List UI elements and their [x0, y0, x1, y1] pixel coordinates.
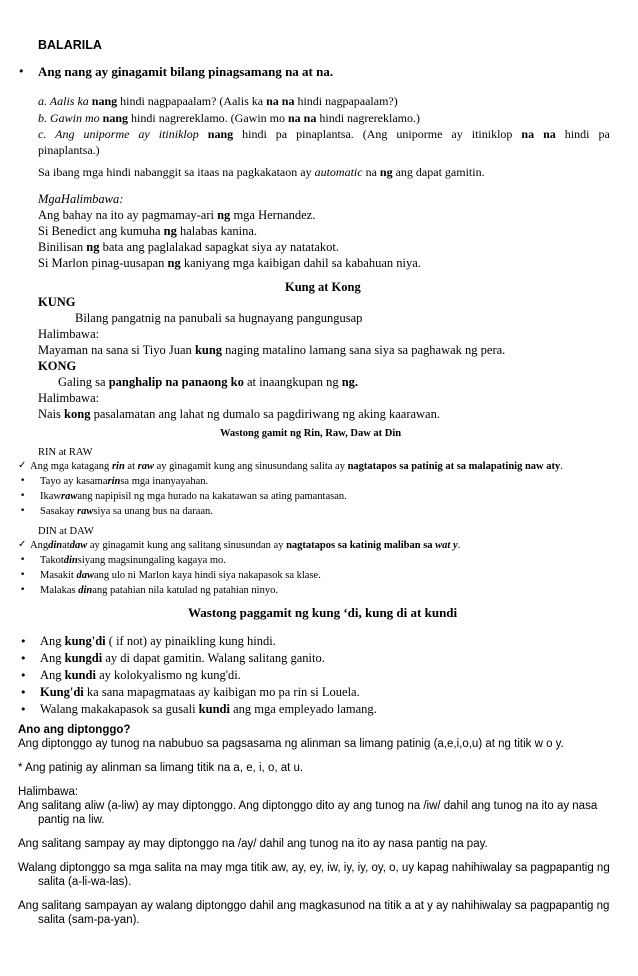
bullet-icon: •	[20, 476, 26, 486]
halimbawa-label: MgaHalimbawa:	[38, 192, 124, 206]
diptonggo-p4-line1: Ang salitang sampayan ay walang diptonggo dahil ang magkasunod na titik a at y ay nahihiwalay sa pagpapantig ng	[18, 900, 610, 912]
din-daw-item-3: Malakas dinang patahian nila katulad ng patahian ninyo.	[40, 585, 278, 596]
bullet-icon: •	[20, 635, 27, 648]
kong-halimbawa: Halimbawa:	[38, 391, 100, 405]
diptonggo-definition: Ang diptonggo ay tunog na nabubuo sa pagsasama ng alinman sa limang patinig (a,e,i,o,u) at ng titik w o y.	[18, 738, 564, 750]
bullet-icon: •	[20, 686, 27, 699]
din-daw-item-1: Takotdinsiyang magsinungaling kagaya mo.	[40, 555, 226, 566]
diptonggo-p4-line2: salita (sam-pa-yan).	[38, 914, 140, 926]
section-title-balarila: BALARILA	[38, 38, 102, 52]
bullet-icon: •	[20, 652, 27, 665]
rin-raw-label: RIN at RAW	[38, 447, 93, 458]
bullet-icon: •	[18, 65, 25, 78]
bullet-icon: •	[20, 570, 26, 580]
diptonggo-p1-line2: pantig na liw.	[38, 814, 105, 826]
bullet-icon: •	[20, 703, 27, 716]
rin-raw-item-3: Sasakay rawsiya sa unang bus na daraan.	[40, 506, 213, 517]
kong-definition: Galing sa panghalip na panaong ko at inaangkupan ng ng.	[58, 375, 359, 389]
example-a: a. Aalis ka nang hindi nagpapaalam? (Aalis ka na na hindi nagpapaalam?)	[38, 94, 398, 108]
rin-raw-item-2: Ikawrawang napipisil ng mga hurado na kakatawan sa ating pamantasan.	[40, 491, 347, 502]
diptonggo-halimbawa: Halimbawa:	[18, 786, 79, 798]
kong-example: Nais kong pasalamatan ang lahat ng dumalo sa pagdiriwang ng aking kaarawan.	[38, 407, 440, 421]
bullet-icon: •	[20, 491, 26, 501]
note-paragraph: Sa ibang mga hindi nabanggit sa itaas na pagkakataon ay automatic na ng ang dapat gamitin.	[38, 165, 485, 179]
rule-heading: Ang nang ay ginagamit bilang pinagsamang na at na.	[38, 64, 334, 79]
rin-raw-item-1: Tayo ay kasamarinsa mga inanyayahan.	[40, 476, 209, 487]
kung-label: KUNG	[38, 295, 76, 309]
kung-di-heading: Wastong paggamit ng kung ‘di, kung di at kundi	[188, 605, 458, 620]
din-daw-rule: Angdinatdaw ay ginagamit kung ang salitang sinusundan ay nagtatapos sa katinig maliban sa wat y.	[30, 540, 461, 551]
bullet-icon: •	[20, 555, 26, 565]
kung-di-item-1: Ang kung'di ( if not) ay pinaikling kung hindi.	[40, 634, 276, 648]
diptonggo-p3-line2: salita (a-li-wa-las).	[38, 876, 132, 888]
diptonggo-p1-line1: Ang salitang aliw (a-liw) ay may diptonggo. Ang diptonggo dito ay ang tunog na /iw/ dahil ang tunog na ito ay nasa	[18, 800, 598, 812]
kung-di-item-3: Ang kundi ay kolokyalismo ng kung'di.	[40, 668, 241, 682]
rin-raw-rule: Ang mga katagang rin at raw ay ginagamit kung ang sinusundang salita ay nagtatapos sa patinig at sa malapatinig naw aty.	[30, 461, 563, 472]
kung-di-item-4: Kung'di ka sana mapagmataas ay kaibigan mo pa rin si Louela.	[40, 685, 360, 699]
example-c: c. Ang uniporme ay itiniklop nang hindi pa pinaplantsa. (Ang uniporme ay itiniklop na na hindi pa	[38, 127, 610, 141]
ng-example-4: Si Marlon pinag-uusapan ng kaniyang mga kaibigan dahil sa kabahuan niya.	[38, 256, 421, 270]
kung-halimbawa: Halimbawa:	[38, 327, 100, 341]
diptonggo-heading: Ano ang diptonggo?	[18, 724, 131, 736]
ng-example-2: Si Benedict ang kumuha ng halabas kanina.	[38, 224, 258, 238]
diptonggo-p3-line1: Walang diptonggo sa mga salita na may mga titik aw, ay, ey, iw, iy, iy, oy, o, uy kapag nahihiwalay sa pagpapantig ng	[18, 862, 610, 874]
patinig-note: * Ang patinig ay alinman sa limang titik na a, e, i, o, at u.	[18, 762, 304, 774]
checkmark-icon: ✓	[18, 460, 27, 471]
bullet-icon: •	[20, 585, 26, 595]
din-daw-item-2: Masakit dawang ulo ni Marlon kaya hindi siya nakapasok sa klase.	[40, 570, 321, 581]
kung-di-item-2: Ang kungdi ay di dapat gamitin. Walang salitang ganito.	[40, 651, 325, 665]
bullet-icon: •	[20, 506, 26, 516]
bullet-icon: •	[20, 669, 27, 682]
example-b: b. Gawin mo nang hindi nagrereklamo. (Gawin mo na na hindi nagrereklamo.)	[38, 111, 420, 125]
ng-example-3: Binilisan ng bata ang paglalakad sapagkat siya ay natatakot.	[38, 240, 339, 254]
kong-label: KONG	[38, 359, 77, 373]
kung-di-item-5: Walang makakapasok sa gusali kundi ang mga empleyado lamang.	[40, 702, 377, 716]
ng-example-1: Ang bahay na ito ay pagmamay-ari ng mga Hernandez.	[38, 208, 316, 222]
example-c-cont: pinaplantsa.)	[38, 143, 100, 157]
kung-kong-heading: Kung at Kong	[285, 280, 361, 294]
checkmark-icon: ✓	[18, 539, 27, 550]
din-daw-label: DIN at DAW	[38, 526, 94, 537]
rin-raw-heading: Wastong gamit ng Rin, Raw, Daw at Din	[220, 428, 402, 439]
kung-example: Mayaman na sana si Tiyo Juan kung naging matalino lamang sana siya sa paghawak ng pera.	[38, 343, 506, 357]
kung-definition: Bilang pangatnig na panubali sa hugnayang pangungusap	[75, 311, 363, 325]
diptonggo-p2: Ang salitang sampay ay may diptonggo na /ay/ dahil ang tunog na ito ay nasa pantig na pay.	[18, 838, 488, 850]
